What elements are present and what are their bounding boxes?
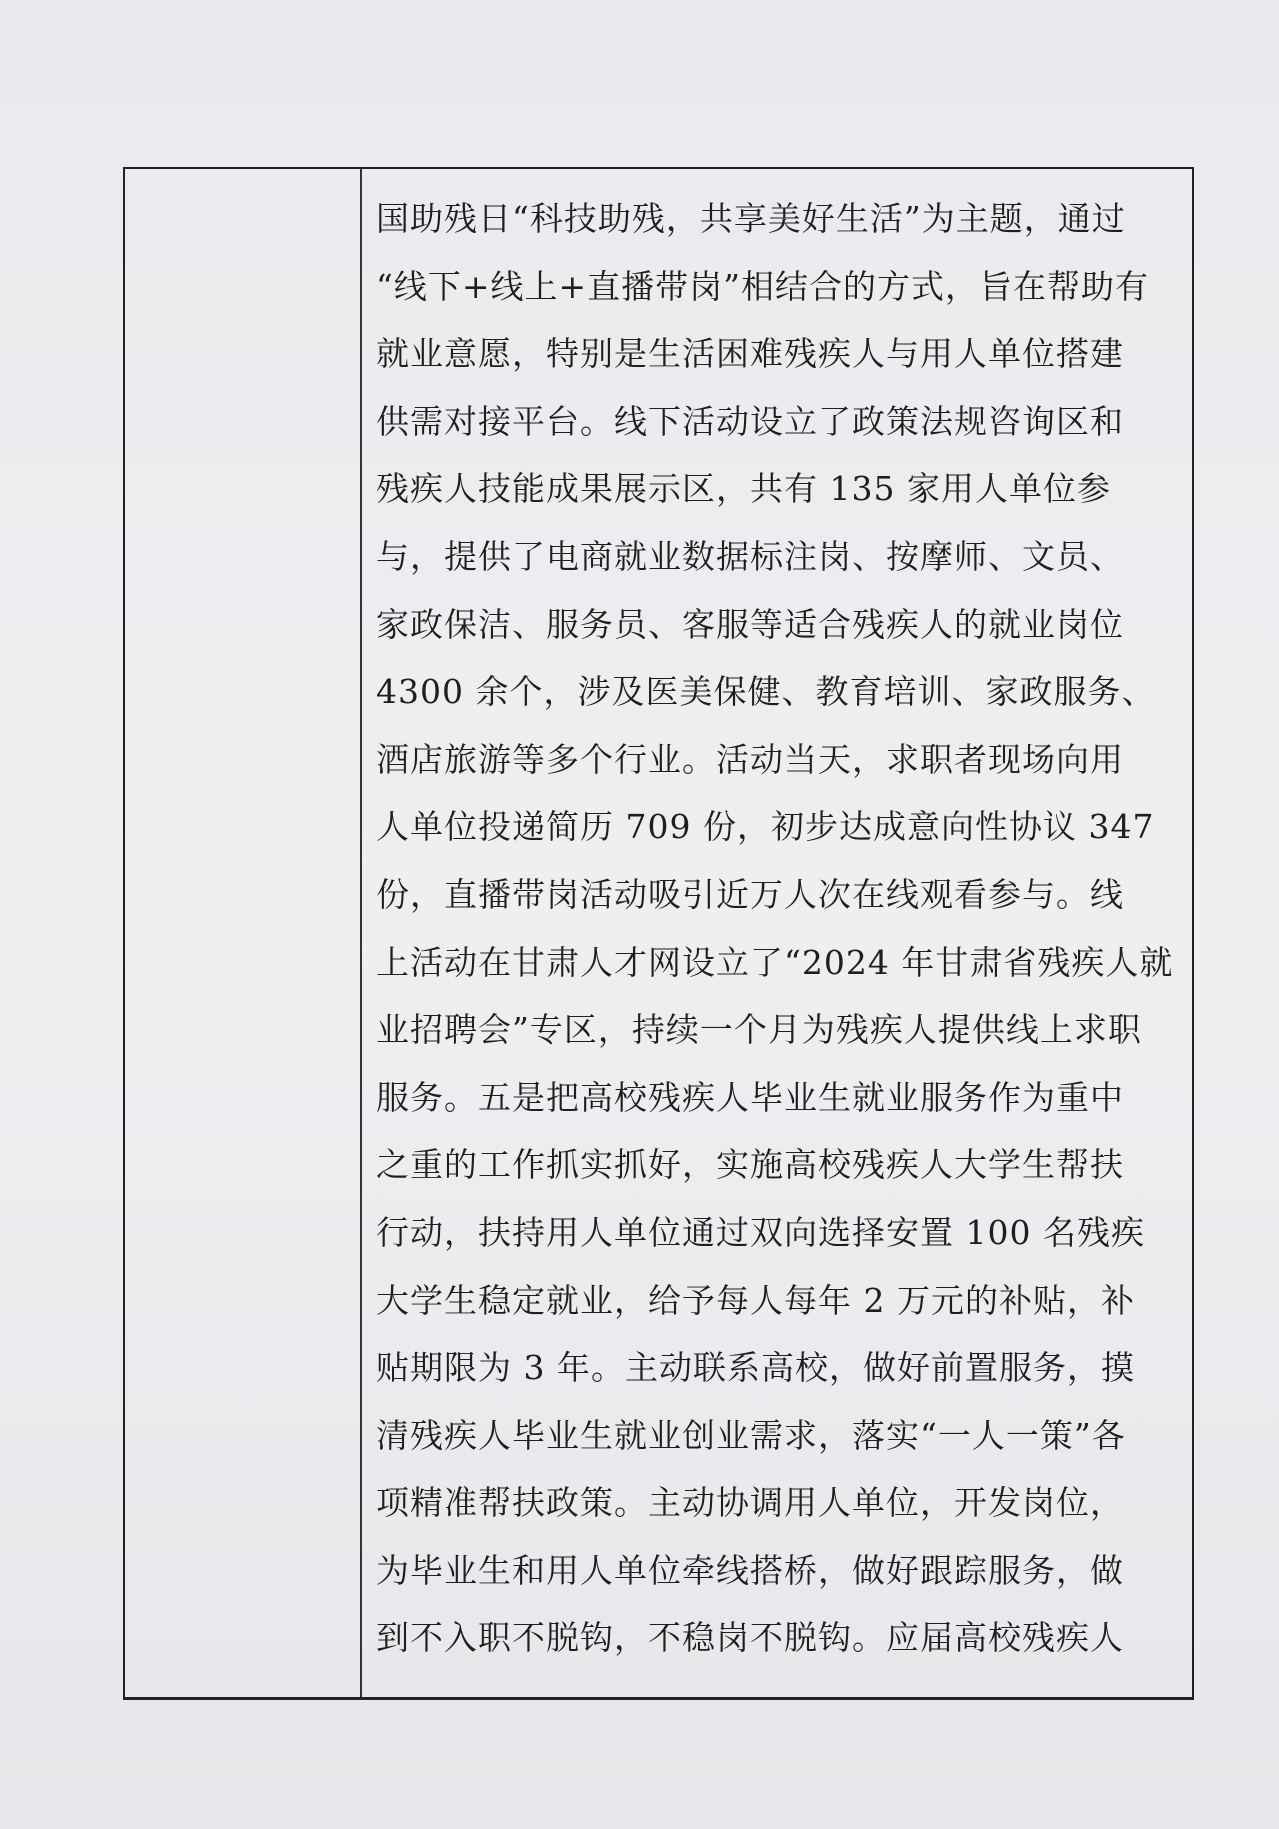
text-line: 项精准帮扶政策。主动协调用人单位，开发岗位， <box>376 1483 1124 1523</box>
text-line: 之重的工作抓实抓好，实施高校残疾人大学生帮扶 <box>376 1145 1124 1185</box>
text-line: 人单位投递简历 709 份，初步达成意向性协议 347 <box>376 807 1155 847</box>
body-text <box>376 193 1176 1680</box>
table-left-column <box>125 169 362 1697</box>
text-line: 行动，扶持用人单位通过双向选择安置 100 名残疾 <box>376 1212 1145 1252</box>
text-line: 贴期限为 3 年。主动联系高校，做好前置服务，摸 <box>376 1348 1135 1388</box>
text-line: 到不入职不脱钩，不稳岗不脱钩。应届高校残疾人 <box>376 1618 1124 1658</box>
text-line: 供需对接平台。线下活动设立了政策法规咨询区和 <box>376 401 1124 441</box>
text-line: 为毕业生和用人单位牵线搭桥，做好跟踪服务，做 <box>376 1550 1124 1590</box>
text-line: 残疾人技能成果展示区，共有 135 家用人单位参 <box>376 469 1111 509</box>
text-line: “线下+线上+直播带岗”相结合的方式，旨在帮助有 <box>376 266 1150 306</box>
text-line: 服务。五是把高校残疾人毕业生就业服务作为重中 <box>376 1077 1124 1117</box>
text-line: 大学生稳定就业，给予每人每年 2 万元的补贴，补 <box>376 1280 1135 1320</box>
text-line: 酒店旅游等多个行业。活动当天，求职者现场向用 <box>376 739 1124 779</box>
document-table <box>123 167 1194 1700</box>
text-line: 国助残日“科技助残，共享美好生活”为主题，通过 <box>376 199 1126 238</box>
text-line: 与，提供了电商就业数据标注岗、按摩师、文员、 <box>376 536 1124 576</box>
text-line: 业招聘会”专区，持续一个月为残疾人提供线上求职 <box>376 1010 1142 1050</box>
text-line: 份，直播带岗活动吸引近万人次在线观看参与。线 <box>376 874 1124 914</box>
text-line: 清残疾人毕业生就业创业需求，落实“一人一策”各 <box>376 1415 1126 1455</box>
text-line: 上活动在甘肃人才网设立了“2024 年甘肃省残疾人就 <box>376 942 1174 982</box>
text-line: 就业意愿，特别是生活困难残疾人与用人单位搭建 <box>376 334 1124 374</box>
text-line: 4300 余个，涉及医美保健、教育培训、家政服务、 <box>376 672 1156 712</box>
text-line: 家政保洁、服务员、客服等适合残疾人的就业岗位 <box>376 604 1124 644</box>
table-right-column <box>362 169 1192 1697</box>
